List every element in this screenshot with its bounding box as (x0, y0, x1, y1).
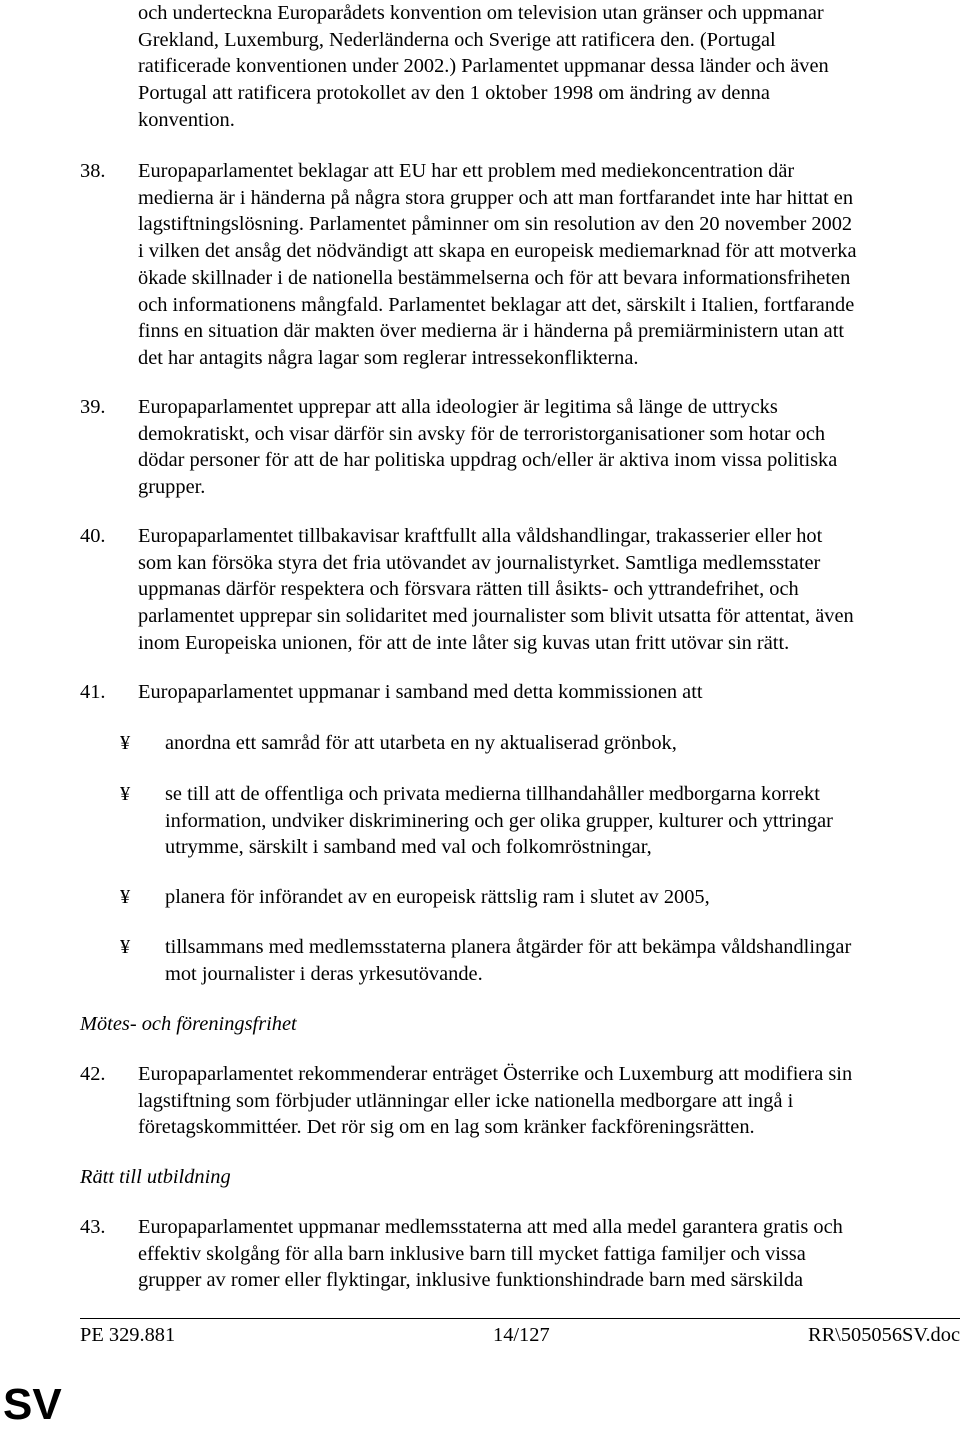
paragraph-number: 43. (80, 1216, 106, 1238)
paragraph-43 (80, 1214, 960, 1294)
bullet-icon: ¥ (120, 936, 131, 958)
bullet-item (80, 934, 960, 987)
text-line: anordna ett samråd för att utarbeta en ny aktualiserad grönbok, (165, 732, 677, 754)
text-line: ökade skillnader i de nationella bestämmelserna och för att bevara informationsfriheten (138, 266, 851, 289)
paragraph-number: 40. (80, 525, 106, 547)
language-code: SV (3, 1380, 62, 1429)
text-line: mot journalister i deras yrkesutövande. (165, 962, 483, 985)
paragraph-38 (80, 158, 960, 372)
text-line: tillsammans med medlemsstaterna planera åtgärder för att bekämpa våldshandlingar (165, 936, 852, 958)
text-line: lagstiftning som förbjuder utlänningar eller icke nationella medborgare att ingå i (138, 1089, 794, 1112)
text-line: uppmanas därför respektera och försvara rätten till åsikts- och yttrandefrihet, och (138, 578, 799, 601)
text-line: Europaparlamentet beklagar att EU har ett problem med mediekoncentration där (138, 160, 795, 182)
text-line: parlamentet upprepar sin solidaritet med journalister som blivit utsatta för attentat, även (138, 605, 854, 628)
paragraph-42 (80, 1061, 960, 1141)
text-line: ratificerade konventionen under 2002.) Parlamentet uppmanar dessa länder och även (138, 55, 829, 78)
text-line: och informationens mångfald. Parlamentet beklagar att det, särskilt i Italien, fortfarande (138, 293, 855, 316)
text-line: i vilken det ansåg det nödvändigt att skapa en europeisk mediemarknad för att motverka (138, 240, 857, 263)
text-line: utrymme, särskilt i samband med val och folkomröstningar, (165, 836, 652, 859)
text-line: dödar personer för att de har politiska uppdrag och/eller är aktiva inom vissa politiska (138, 449, 838, 472)
bullet-icon: ¥ (120, 886, 131, 908)
text-line: planera för införandet av en europeisk rättslig ram i slutet av 2005, (165, 886, 710, 908)
text-line: företagskommittéer. Det rör sig om en lag som kränker fackföreningsrätten. (138, 1116, 755, 1139)
text-line: effektiv skolgång för alla barn inklusive barn till mycket fattiga familjer och vissa (138, 1242, 806, 1265)
text-line: Grekland, Luxemburg, Nederländerna och Sverige att ratificera den. (Portugal (138, 28, 776, 51)
bullet-item (80, 781, 960, 861)
text-line: inom Europeiska unionen, för att de inte låter sig kuvas utan fritt utövar sin rätt. (138, 631, 790, 654)
paragraph-number: 41. (80, 681, 106, 703)
text-line: lagstiftningslösning. Parlamentet påminner om sin resolution av den 20 november 2002 (138, 213, 853, 236)
section-heading: Rätt till utbildning (80, 1166, 231, 1188)
text-line: Europaparlamentet rekommenderar enträget Österrike och Luxemburg att modifiera sin (138, 1063, 853, 1085)
text-line: och underteckna Europarådets konvention om television utan gränser och uppmanar (138, 2, 824, 24)
document-reference: PE 329.881 (80, 1324, 176, 1346)
text-line: demokratiskt, och visar därför sin avsky för de terroristorganisationer som hotar och (138, 422, 826, 445)
section-heading: Mötes- och föreningsfrihet (80, 1013, 297, 1035)
text-line: medierna är i händerna på några stora grupper och att man fortfarandet inte har hittat en (138, 186, 854, 209)
text-line: Europaparlamentet uppmanar medlemsstaterna att med alla medel garantera gratis och (138, 1216, 843, 1238)
paragraph-number: 42. (80, 1063, 106, 1085)
text-line: konvention. (138, 108, 235, 131)
text-line: Europaparlamentet upprepar att alla ideologier är legitima så länge de uttrycks (138, 396, 778, 418)
paragraph-number: 38. (80, 160, 106, 182)
bullet-icon: ¥ (120, 783, 131, 805)
text-line: Europaparlamentet tillbakavisar kraftfullt alla våldshandlingar, trakasserier eller hot (138, 525, 823, 547)
page-footer (80, 1318, 960, 1346)
paragraph-41 (80, 679, 960, 706)
paragraph-number: 39. (80, 396, 106, 418)
page-number: 14/127 (493, 1324, 550, 1346)
paragraph-40 (80, 523, 960, 657)
text-line: se till att de offentliga och privata medierna tillhandahåller medborgarna korrekt (165, 783, 820, 805)
text-line: grupper av romer eller flyktingar, inklusive funktionshindrade barn med särskilda (138, 1269, 804, 1292)
bullet-icon: ¥ (120, 732, 131, 754)
bullet-item (80, 884, 960, 911)
text-line: grupper. (138, 476, 206, 499)
text-line: information, undviker diskriminering och ger olika grupper, kulturer och yttringar (165, 809, 833, 832)
text-line: Europaparlamentet uppmanar i samband med detta kommissionen att (138, 681, 703, 703)
text-line: som kan försöka styra det fria utövandet av journalistyrket. Samtliga medlemsstater (138, 551, 821, 574)
bullet-item (80, 730, 960, 757)
text-line: Portugal att ratificera protokollet av den 1 oktober 1998 om ändring av denna (138, 82, 770, 105)
paragraph-39 (80, 394, 960, 501)
text-line: det har antagits några lagar som reglerar intressekonflikterna. (138, 346, 639, 369)
file-name: RR\505056SV.doc (807, 1324, 960, 1346)
intro-paragraph (138, 0, 960, 134)
text-line: finns en situation där makten över medierna är i händerna på premiärministern utan att (138, 320, 845, 343)
